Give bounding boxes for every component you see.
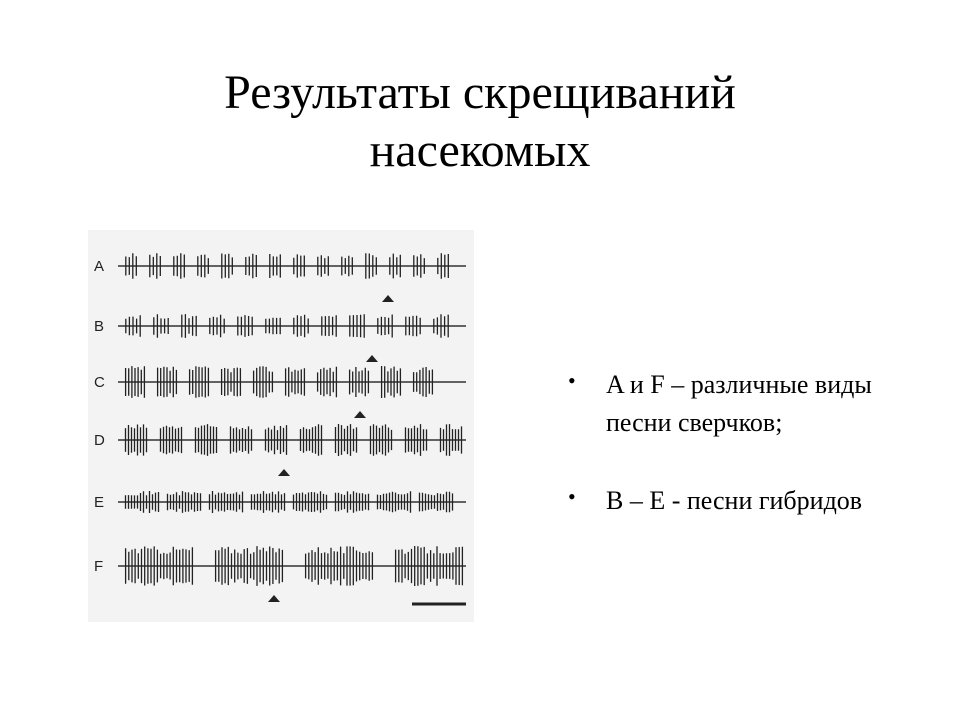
marker-arrow bbox=[354, 411, 366, 418]
bullet-item-1 bbox=[568, 366, 898, 442]
pulse-burst bbox=[158, 367, 177, 397]
row-label-e: E bbox=[94, 494, 105, 511]
marker-arrow bbox=[366, 355, 378, 362]
pulse-burst bbox=[318, 367, 337, 397]
oscillogram-svg bbox=[88, 230, 474, 622]
slide-title-line-1: Результаты скрещиваний bbox=[224, 66, 736, 119]
oscillogram-row-b bbox=[94, 314, 466, 362]
song-oscillogram-figure bbox=[88, 230, 474, 622]
bullet-text-1: A и F – различные виды песни сверчков; bbox=[606, 370, 872, 437]
pulse-burst bbox=[126, 366, 145, 398]
bullet-item-2 bbox=[568, 482, 898, 520]
bullet-text-2: B – E - песни гибридов bbox=[606, 486, 863, 515]
bullet-marker: • bbox=[568, 368, 576, 393]
slide-title bbox=[0, 64, 960, 180]
oscillogram-row-d bbox=[94, 424, 466, 476]
pulse-burst bbox=[190, 366, 209, 398]
bullet-list bbox=[568, 366, 898, 560]
row-label-c: C bbox=[94, 374, 105, 391]
pulse-burst bbox=[382, 366, 401, 398]
row-label-a: A bbox=[94, 258, 105, 275]
pulse-burst bbox=[254, 366, 273, 397]
oscillogram-row-a bbox=[94, 253, 466, 302]
bullet-marker: • bbox=[568, 484, 576, 509]
pulse-burst bbox=[286, 367, 305, 396]
slide-title-line-2: насекомых bbox=[369, 124, 591, 177]
row-label-b: B bbox=[94, 318, 105, 335]
oscillogram-row-c bbox=[94, 366, 466, 418]
oscillogram-row-f bbox=[94, 546, 466, 602]
pulse-burst bbox=[350, 367, 369, 397]
marker-arrow bbox=[268, 595, 280, 602]
marker-arrow bbox=[278, 469, 290, 476]
oscillogram-row-e bbox=[94, 491, 466, 513]
row-label-f: F bbox=[94, 558, 104, 575]
marker-arrow bbox=[382, 295, 394, 302]
pulse-burst bbox=[222, 368, 241, 397]
row-label-d: D bbox=[94, 432, 105, 449]
pulse-burst bbox=[414, 367, 433, 397]
